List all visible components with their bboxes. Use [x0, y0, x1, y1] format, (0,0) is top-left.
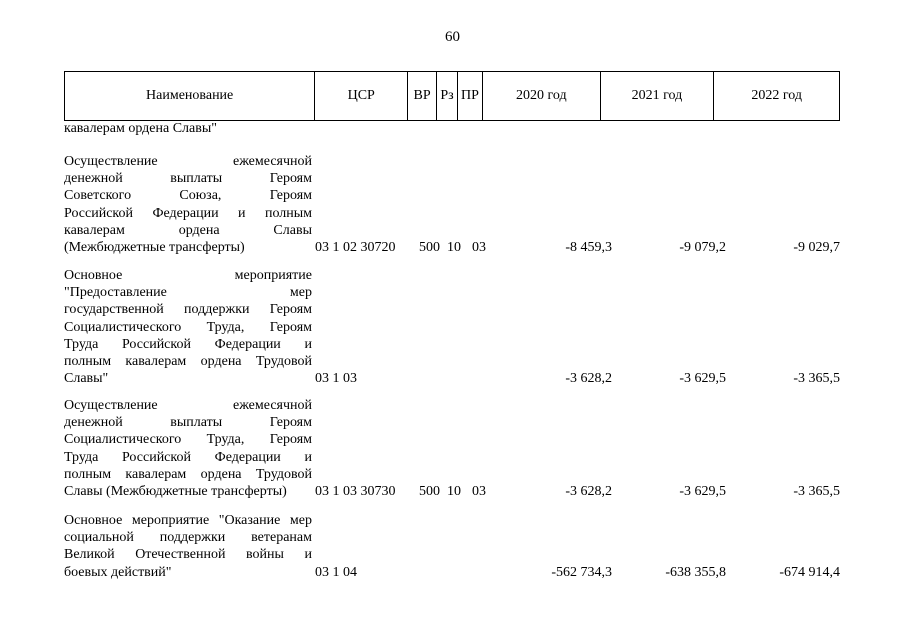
row-name-line: Основное мероприятие — [64, 268, 312, 283]
row-name-line: денежной выплаты Героям — [64, 171, 312, 187]
row-vr: 500 — [419, 239, 440, 255]
table-row — [64, 397, 840, 500]
row-csr: 03 1 02 30720 — [315, 239, 396, 255]
row-2022: -674 914,4 — [779, 564, 840, 580]
row-name-line: Славы" — [64, 371, 109, 387]
row-name — [64, 397, 312, 500]
row-csr: 03 1 04 — [315, 564, 357, 580]
row-name-line: "Предоставление мер — [64, 285, 312, 301]
header-rz: Рз — [437, 72, 458, 120]
row-name-line: Российской Федерации и полным — [64, 205, 312, 221]
row-csr: 03 1 03 — [315, 370, 357, 386]
row-2021: -9 079,2 — [679, 239, 726, 255]
table-row — [64, 512, 840, 581]
row-2022: -3 365,5 — [793, 370, 840, 386]
row-pr: 03 — [472, 483, 486, 499]
row-name — [64, 267, 312, 387]
row-csr: 03 1 03 30730 — [315, 483, 396, 499]
row-2022: -3 365,5 — [793, 483, 840, 499]
header-pr: ПР — [458, 72, 483, 120]
header-name: Наименование — [65, 72, 315, 120]
row-2020: -8 459,3 — [565, 239, 612, 255]
page-number: 60 — [445, 29, 460, 45]
row-2021: -3 629,5 — [679, 483, 726, 499]
row-name-line: государственной поддержки Героям — [64, 302, 312, 318]
row-name-line: полным кавалерам ордена Трудовой — [64, 354, 312, 370]
table-header — [64, 71, 840, 121]
row-2022: -9 029,7 — [793, 239, 840, 255]
row-vr: 500 — [419, 483, 440, 499]
header-2020: 2020 год — [483, 72, 601, 120]
carryover-text: кавалерам ордена Славы" — [64, 121, 217, 136]
row-2020: -3 628,2 — [565, 370, 612, 386]
table-row — [64, 153, 840, 256]
header-2022: 2022 год — [751, 88, 802, 104]
row-name-line: Великой Отечественной войны и — [64, 547, 312, 563]
row-name-line: социальной поддержки ветеранам — [64, 530, 312, 546]
row-name-line: боевых действий" — [64, 564, 172, 580]
row-rz: 10 — [447, 483, 461, 499]
row-name-line: Осуществление ежемесячной — [64, 154, 312, 169]
table-row — [64, 267, 840, 387]
row-name — [64, 512, 312, 581]
row-name-line: Труда Российской Федерации и — [64, 449, 312, 465]
row-name-line: Труда Российской Федерации и — [64, 336, 312, 352]
row-name — [64, 153, 312, 256]
row-name-line: Советского Союза, Героям — [64, 188, 312, 204]
row-name-line: Осуществление ежемесячной — [64, 398, 312, 413]
row-name-line: кавалерам ордена Славы — [64, 222, 312, 238]
row-name-line: Социалистического Труда, Героям — [64, 319, 312, 335]
row-name-line: Социалистического Труда, Героям — [64, 432, 312, 448]
row-name-line: Славы (Межбюджетные трансферты) — [64, 484, 287, 500]
header-vr: ВР — [408, 72, 437, 120]
row-2020: -3 628,2 — [565, 483, 612, 499]
header-csr: ЦСР — [315, 72, 408, 120]
row-name-line: полным кавалерам ордена Трудовой — [64, 466, 312, 482]
row-pr: 03 — [472, 239, 486, 255]
row-2021: -638 355,8 — [665, 564, 726, 580]
row-rz: 10 — [447, 239, 461, 255]
row-name-line: Основное мероприятие "Оказание мер — [64, 513, 312, 528]
row-2020: -562 734,3 — [551, 564, 612, 580]
row-name-line: (Межбюджетные трансферты) — [64, 240, 245, 256]
row-name-line: денежной выплаты Героям — [64, 415, 312, 431]
header-2021: 2021 год — [601, 72, 715, 120]
row-2021: -3 629,5 — [679, 370, 726, 386]
